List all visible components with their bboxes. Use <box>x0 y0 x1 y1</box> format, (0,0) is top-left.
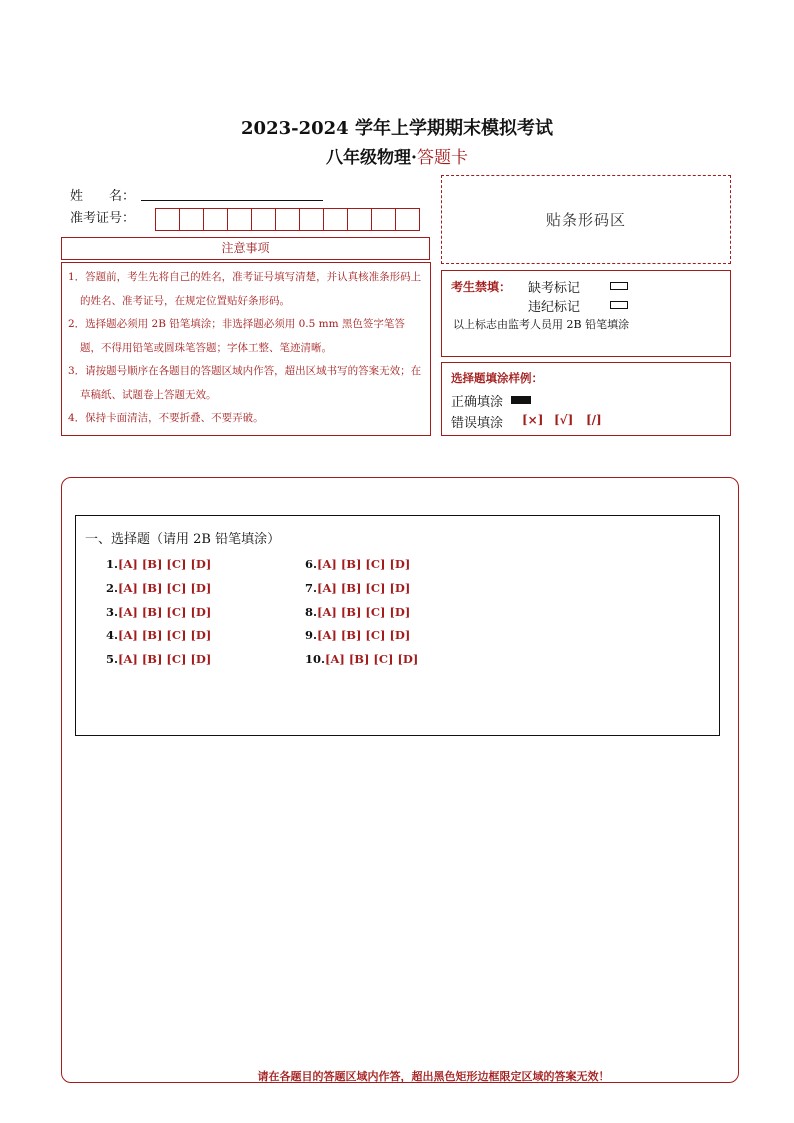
question-number: 1. <box>106 557 119 571</box>
answer-options[interactable]: [A] [B] [C] [D] <box>317 605 411 619</box>
exam-id-cell[interactable] <box>275 208 300 231</box>
subject-label: 八年级物理 <box>326 148 412 168</box>
exam-id-cell[interactable] <box>203 208 228 231</box>
question-number: 10. <box>305 652 326 666</box>
mc-section-title: 一、选择题（请用 2B 铅笔填涂） <box>85 532 281 547</box>
exam-id-cell[interactable] <box>395 208 420 231</box>
question-row[interactable] <box>305 628 410 642</box>
notice-heading: 注意事项 <box>61 237 430 260</box>
answer-options[interactable]: [A] [B] [C] [D] <box>118 581 212 595</box>
wrong-fill-label: 错误填涂 <box>451 416 504 431</box>
notice-item: 1．答题前，考生先将自己的姓名，准考证号填写清楚，并认真核准条形码上的姓名、准考证号，在规定位置贴好条形码。 <box>68 271 422 307</box>
sample-title: 选择题填涂样例： <box>451 371 543 385</box>
exam-id-cell[interactable] <box>299 208 324 231</box>
wrong-mark-check: [√] <box>554 413 574 427</box>
absent-mark-label: 缺考标记 <box>528 281 581 296</box>
barcode-area <box>441 175 731 264</box>
correct-fill-label: 正确填涂 <box>451 395 504 410</box>
notice-item: 2．选择题必须用 2B 铅笔填涂；非选择题必须用 0.5 mm 黑色签字笔答题，不得用铅笔或圆珠笔答题；字体工整、笔迹清晰。 <box>68 318 405 354</box>
notice-item: 4．保持卡面清洁，不要折叠、不要弄破。 <box>68 412 264 424</box>
absent-mark-box[interactable] <box>610 282 628 290</box>
wrong-mark-cross: [×] <box>522 413 544 427</box>
answer-options[interactable]: [A] [B] [C] [D] <box>317 557 411 571</box>
correct-fill-sample <box>511 396 531 404</box>
question-row[interactable] <box>106 605 211 619</box>
notice-box <box>61 262 431 436</box>
exam-id-cell[interactable] <box>155 208 180 231</box>
question-number: 9. <box>305 628 318 642</box>
exam-id-cell[interactable] <box>251 208 276 231</box>
question-row[interactable] <box>106 652 211 666</box>
question-row[interactable] <box>305 605 410 619</box>
question-number: 6. <box>305 557 318 571</box>
answer-options[interactable]: [A] [B] [C] [D] <box>118 628 212 642</box>
subtitle-dot: · <box>411 148 417 168</box>
answer-options[interactable]: [A] [B] [C] [D] <box>118 605 212 619</box>
answer-options[interactable]: [A] [B] [C] [D] <box>317 581 411 595</box>
exam-id-cell[interactable] <box>371 208 396 231</box>
wrong-mark-slash: [/] <box>586 413 602 427</box>
question-row[interactable] <box>106 628 211 642</box>
question-row[interactable] <box>106 557 211 571</box>
answer-options[interactable]: [A] [B] [C] [D] <box>317 628 411 642</box>
prohibit-label: 考生禁填： <box>451 280 512 294</box>
answer-options[interactable]: [A] [B] [C] [D] <box>118 557 212 571</box>
question-row[interactable] <box>305 652 418 666</box>
question-number: 5. <box>106 652 119 666</box>
question-row[interactable] <box>106 581 211 595</box>
exam-id-cell[interactable] <box>179 208 204 231</box>
exam-id-cell[interactable] <box>227 208 252 231</box>
exam-title: 2023-2024 学年上学期期末模拟考试 <box>241 118 553 139</box>
exam-subtitle <box>0 143 794 168</box>
name-label: 姓 名： <box>70 189 136 204</box>
question-number: 3. <box>106 605 119 619</box>
exam-id-cell[interactable] <box>347 208 372 231</box>
answer-options[interactable]: [A] [B] [C] [D] <box>118 652 212 666</box>
question-number: 4. <box>106 628 119 642</box>
exam-id-label: 准考证号： <box>70 211 136 226</box>
question-number: 2. <box>106 581 119 595</box>
question-number: 7. <box>305 581 318 595</box>
question-number: 8. <box>305 605 318 619</box>
prohibit-note: 以上标志由监考人员用 2B 铅笔填涂 <box>453 318 630 331</box>
answer-card-label: 答题卡 <box>416 148 468 168</box>
notice-item: 3．请按题号顺序在各题目的答题区域内作答，超出区域书写的答案无效；在草稿纸、试题卷上答题无效。 <box>68 365 422 401</box>
violation-mark-label: 违纪标记 <box>528 300 581 315</box>
name-field-line[interactable] <box>141 200 323 201</box>
answer-options[interactable]: [A] [B] [C] [D] <box>325 652 419 666</box>
violation-mark-box[interactable] <box>610 301 628 309</box>
exam-id-grid[interactable] <box>155 208 419 231</box>
question-row[interactable] <box>305 557 410 571</box>
footer-note: 请在各题目的答题区域内作答，超出黑色矩形边框限定区域的答案无效！ <box>257 1070 610 1083</box>
exam-id-cell[interactable] <box>323 208 348 231</box>
multiple-choice-box <box>75 515 720 736</box>
question-row[interactable] <box>305 581 410 595</box>
barcode-label: 贴条形码区 <box>545 211 626 229</box>
